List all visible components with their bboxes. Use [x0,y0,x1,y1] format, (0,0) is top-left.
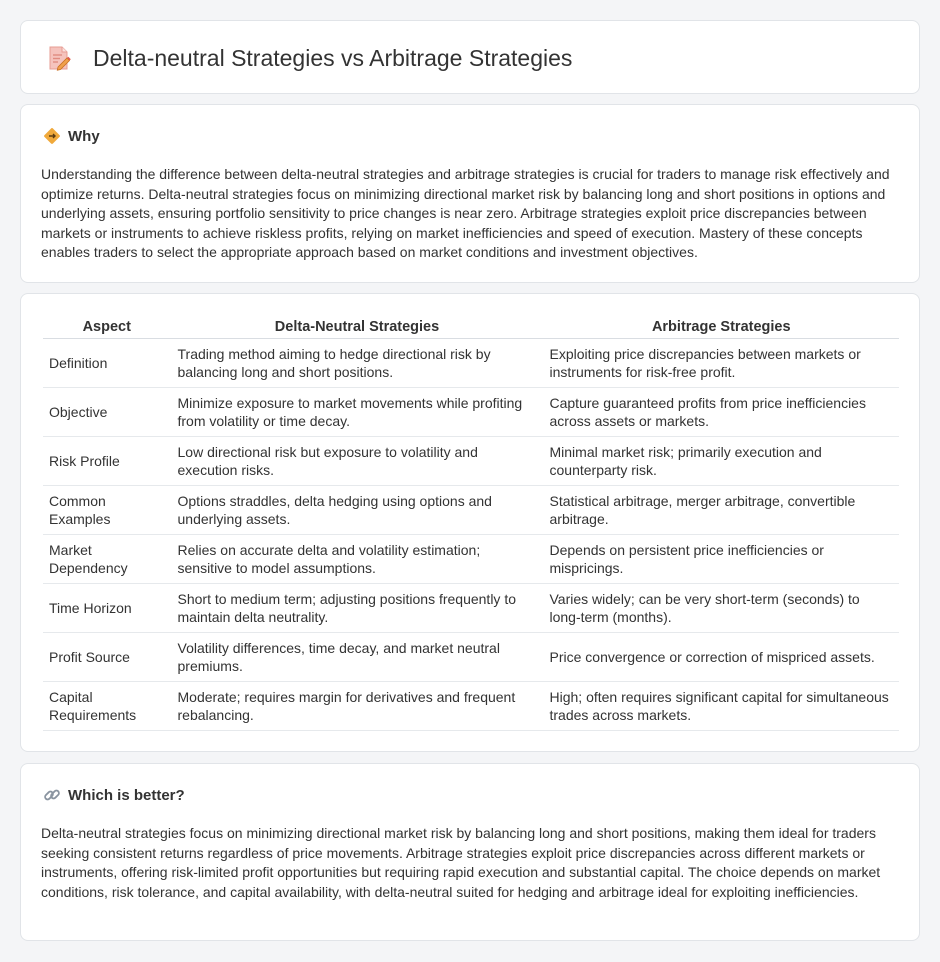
why-section [20,104,920,283]
table-row [43,583,899,632]
table-row [43,534,899,583]
better-heading [43,786,185,804]
row-arbitrage: Statistical arbitrage, merger arbitrage, convertible arbitrage. [543,485,899,534]
link-icon [43,786,61,804]
row-arbitrage: Minimal market risk; primarily execution and counterparty risk. [543,436,899,485]
row-delta-neutral: Low directional risk but exposure to volatility and execution risks. [171,436,543,485]
row-arbitrage: Depends on persistent price inefficiencies or mispricings. [543,534,899,583]
table-header-row [43,316,899,338]
table-row [43,387,899,436]
comparison-section [20,293,920,752]
why-paragraph: Understanding the difference between delta-neutral strategies and arbitrage strategies is crucial for traders to manage risk effectively and optimize returns. Delta-neutral strategies focus on minimizing directional market risk by balancing long and short positions in options and underlying assets, ensuring portfolio sensitivity to price changes is near zero. Arbitrage strategies exploit price discrepancies between markets or instruments to achieve riskless profits, relying on market inefficiencies and speed of execution. Mastery of these concepts enables traders to select the appropriate approach based on market conditions and investment objectives. [41,166,890,261]
table-row [43,338,899,387]
row-delta-neutral: Short to medium term; adjusting positions frequently to maintain delta neutrality. [171,583,543,632]
row-delta-neutral: Trading method aiming to hedge directional risk by balancing long and short positions. [171,338,543,387]
row-delta-neutral: Options straddles, delta hedging using options and underlying assets. [171,485,543,534]
row-arbitrage: High; often requires significant capital for simultaneous trades across markets. [543,681,899,730]
row-delta-neutral: Volatility differences, time decay, and market neutral premiums. [171,632,543,681]
column-header-arbitrage: Arbitrage Strategies [543,316,899,338]
column-header-aspect: Aspect [43,316,171,338]
why-title: Why [68,127,100,145]
row-aspect: Profit Source [43,632,171,681]
page-title: Delta-neutral Strategies vs Arbitrage Strategies [93,44,573,71]
why-heading [43,127,100,145]
header-card [20,20,920,94]
diamond-arrows-icon [43,127,61,145]
row-delta-neutral: Relies on accurate delta and volatility estimation; sensitive to model assumptions. [171,534,543,583]
row-arbitrage: Price convergence or correction of mispriced assets. [543,632,899,681]
column-header-delta-neutral: Delta-Neutral Strategies [171,316,543,338]
row-arbitrage: Exploiting price discrepancies between markets or instruments for risk-free profit. [543,338,899,387]
better-paragraph: Delta-neutral strategies focus on minimizing directional market risk by balancing long and short positions, making them ideal for traders seeking consistent returns regardless of price movements. Arbitrage strategies exploit price discrepancies across different markets or instruments, offering risk-limited profit opportunities but requiring rapid execution and substantial capital. The choice depends on market conditions, risk tolerance, and capital availability, with delta-neutral suited for hedging and arbitrage ideal for exploiting inefficiencies. [41,825,881,900]
table-row [43,681,899,730]
table-row [43,485,899,534]
row-arbitrage: Capture guaranteed profits from price inefficiencies across assets or markets. [543,387,899,436]
which-is-better-section [20,763,920,941]
row-aspect: Common Examples [43,485,171,534]
table-row [43,632,899,681]
row-delta-neutral: Moderate; requires margin for derivatives and frequent rebalancing. [171,681,543,730]
row-aspect: Capital Requirements [43,681,171,730]
row-arbitrage: Varies widely; can be very short-term (seconds) to long-term (months). [543,583,899,632]
table-row [43,436,899,485]
header-row [45,44,572,72]
comparison-table [43,316,899,731]
document-pencil-icon [45,44,73,72]
row-aspect: Market Dependency [43,534,171,583]
better-title: Which is better? [68,786,185,804]
row-aspect: Objective [43,387,171,436]
row-aspect: Definition [43,338,171,387]
row-aspect: Risk Profile [43,436,171,485]
row-aspect: Time Horizon [43,583,171,632]
row-delta-neutral: Minimize exposure to market movements while profiting from volatility or time decay. [171,387,543,436]
